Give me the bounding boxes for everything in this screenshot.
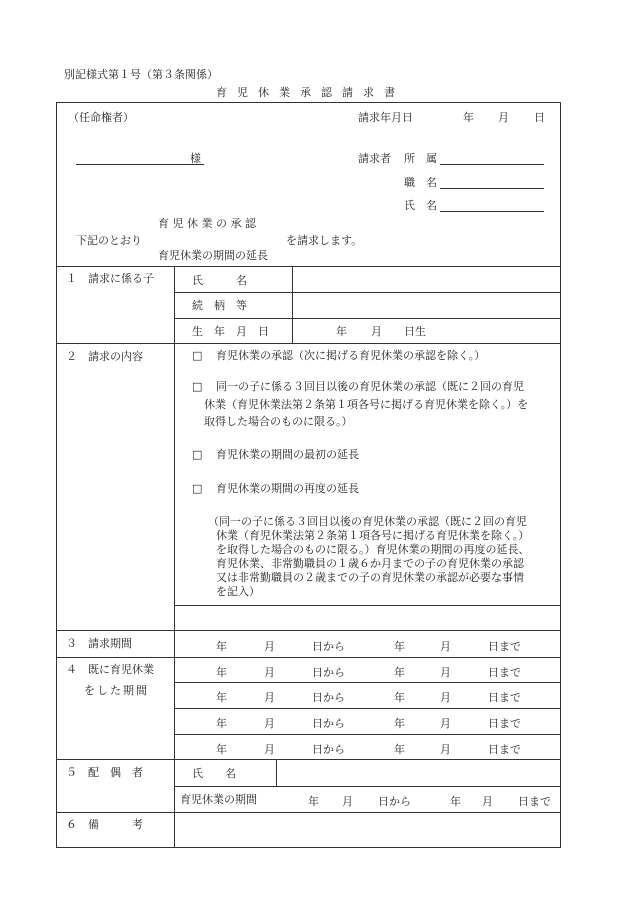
period-year-unit: 年 — [216, 640, 227, 653]
period-until-unit: 日まで — [488, 640, 521, 653]
prev-year-unit: 年 — [216, 743, 227, 756]
prev-year-unit-2: 年 — [394, 717, 405, 730]
sama-label: 様 — [190, 152, 201, 165]
option-third-approval-line3: 取得した場合のものに限る。） — [204, 415, 353, 428]
divider-section4 — [56, 759, 561, 760]
child-relation-label: 続 柄 等 — [192, 299, 247, 312]
spouse-period-row — [176, 793, 560, 806]
requester-name-label: 氏 名 — [404, 199, 437, 212]
option-second-extension-text: 育児休業の期間の再度の延長 — [216, 482, 359, 495]
reason-note-line4: 育児休業、非常勤職員の１歳６か月までの子の育児休業の承認 — [216, 557, 524, 570]
prev-until-unit: 日まで — [488, 691, 521, 704]
prev-month-unit: 月 — [264, 743, 275, 756]
section1-label: １ 請求に係る子 — [66, 272, 154, 285]
intro-suffix: を請求します。 — [286, 234, 363, 247]
section6-label: ６ 備 考 — [66, 818, 143, 831]
date-year-unit: 年 — [463, 111, 474, 124]
request-date-label: 請求年月日 — [358, 111, 413, 124]
requester-dept-label: 所 属 — [404, 152, 437, 165]
spouse-year-unit-2: 年 — [450, 795, 461, 808]
date-month-unit: 月 — [498, 111, 509, 124]
requester-dept-field[interactable] — [440, 152, 544, 165]
prev-year-unit: 年 — [216, 666, 227, 679]
prev-from-unit: 日から — [312, 717, 345, 730]
frame-top — [56, 102, 561, 103]
prev-month-unit-2: 月 — [440, 691, 451, 704]
prev-from-unit: 日から — [312, 666, 345, 679]
spouse-field-divider — [276, 759, 277, 786]
birth-month-unit: 月 — [371, 325, 382, 338]
spouse-until-unit: 日まで — [518, 795, 551, 808]
spouse-month-unit-2: 月 — [482, 795, 493, 808]
prev-year-unit-2: 年 — [394, 691, 405, 704]
prev-month-unit-2: 月 — [440, 666, 451, 679]
prev-until-unit: 日まで — [488, 717, 521, 730]
prev-leave-row — [176, 664, 560, 677]
prev-month-unit: 月 — [264, 691, 275, 704]
spouse-year-unit: 年 — [308, 795, 319, 808]
prev-from-unit: 日から — [312, 691, 345, 704]
requester-name-field[interactable] — [440, 199, 544, 212]
divider-child-2 — [174, 318, 561, 319]
child-name-label: 氏 名 — [192, 274, 247, 287]
divider-prev-3 — [174, 734, 561, 735]
frame-right — [560, 102, 561, 848]
checkbox-third-approval[interactable]: □ — [192, 380, 203, 393]
divider-top-block — [56, 266, 561, 267]
reason-note-line5: 又は非常勤職員の２歳までの子の育児休業の承認が必要な事情 — [216, 571, 524, 584]
requester-position-field[interactable] — [440, 176, 544, 189]
birth-year-unit: 年 — [336, 325, 347, 338]
option-first-extension-text: 育児休業の期間の最初の延長 — [216, 448, 359, 461]
prev-leave-row — [176, 715, 560, 728]
reason-note-line2: 休業（育児休業法第２条第１項各号に掲げる育児休業を除く。） — [216, 529, 530, 542]
frame-bottom — [56, 847, 561, 848]
section4-label-line1: ４ 既に育児休業 — [66, 663, 154, 676]
intro-prefix: 下記のとおり — [76, 234, 142, 247]
date-day-unit: 日 — [534, 111, 545, 124]
prev-month-unit-2: 月 — [440, 717, 451, 730]
section2-label: ２ 請求の内容 — [66, 350, 143, 363]
checkbox-first-extension[interactable]: □ — [192, 448, 203, 461]
prev-year-unit-2: 年 — [394, 743, 405, 756]
addressee-field[interactable] — [76, 152, 204, 165]
intro-option-approval: 育 児 休 業 の 承 認 — [158, 217, 256, 230]
option-approval-text: 育児休業の承認（次に掲げる育児休業の承認を除く。） — [216, 349, 486, 362]
period-month-unit-2: 月 — [440, 640, 451, 653]
spouse-period-label: 育児休業の期間 — [180, 793, 257, 806]
section3-label: ３ 請求期間 — [66, 637, 132, 650]
reason-note-line6: を記入） — [216, 585, 260, 598]
reason-note-line3: を取得した場合のものに限る。）育児休業の期間の再度の延長、 — [216, 543, 530, 556]
column-divider — [174, 266, 175, 848]
divider-child-1 — [174, 292, 561, 293]
prev-until-unit: 日まで — [488, 743, 521, 756]
option-third-approval-line2: 休業（育児休業法第２条第１項各号に掲げる育児休業を除く。）を — [204, 398, 529, 411]
divider-spouse — [174, 786, 561, 787]
prev-month-unit: 月 — [264, 666, 275, 679]
period-from-unit: 日から — [312, 640, 345, 653]
section5-label: ５ 配 偶 者 — [66, 766, 143, 779]
intro-option-extension: 育児休業の期間の延長 — [158, 249, 268, 262]
child-birthdate-label: 生 年 月 日 — [192, 325, 269, 338]
request-period-row — [176, 638, 560, 651]
prev-leave-row — [176, 689, 560, 702]
requester-label: 請求者 — [358, 152, 391, 165]
spouse-month-unit: 月 — [342, 795, 353, 808]
page-title: 育児休業承認請求書 — [216, 86, 405, 99]
prev-year-unit-2: 年 — [394, 666, 405, 679]
divider-section3 — [56, 657, 561, 658]
birth-day-unit: 日生 — [404, 325, 426, 338]
option-third-approval-line1: 同一の子に係る３回目以後の育児休業の承認（既に２回の育児 — [216, 380, 524, 393]
requester-position-label: 職 名 — [404, 176, 437, 189]
checkbox-second-extension[interactable]: □ — [192, 482, 203, 495]
frame-left — [56, 102, 57, 848]
spouse-name-label: 氏 名 — [192, 767, 236, 780]
prev-month-unit-2: 月 — [440, 743, 451, 756]
spouse-from-unit: 日から — [378, 795, 411, 808]
period-year-unit-2: 年 — [394, 640, 405, 653]
divider-section1 — [56, 343, 561, 344]
prev-year-unit: 年 — [216, 717, 227, 730]
divider-reason — [174, 605, 561, 606]
prev-from-unit: 日から — [312, 743, 345, 756]
period-month-unit: 月 — [264, 640, 275, 653]
divider-prev-2 — [174, 708, 561, 709]
form-number-label: 別記様式第１号（第３条関係） — [64, 68, 218, 81]
prev-leave-row — [176, 741, 560, 754]
child-field-divider — [292, 266, 293, 344]
divider-section2 — [56, 630, 561, 631]
divider-prev-1 — [174, 682, 561, 683]
divider-section5 — [56, 812, 561, 813]
prev-month-unit: 月 — [264, 717, 275, 730]
reason-note-line1: （同一の子に係る３回目以後の育児休業の承認（既に２回の育児 — [208, 515, 527, 528]
section4-label-line2: をした期間 — [84, 684, 149, 697]
prev-until-unit: 日まで — [488, 666, 521, 679]
prev-year-unit: 年 — [216, 691, 227, 704]
checkbox-approval[interactable]: □ — [192, 349, 203, 362]
appointer-label: （任命権者） — [68, 111, 134, 124]
